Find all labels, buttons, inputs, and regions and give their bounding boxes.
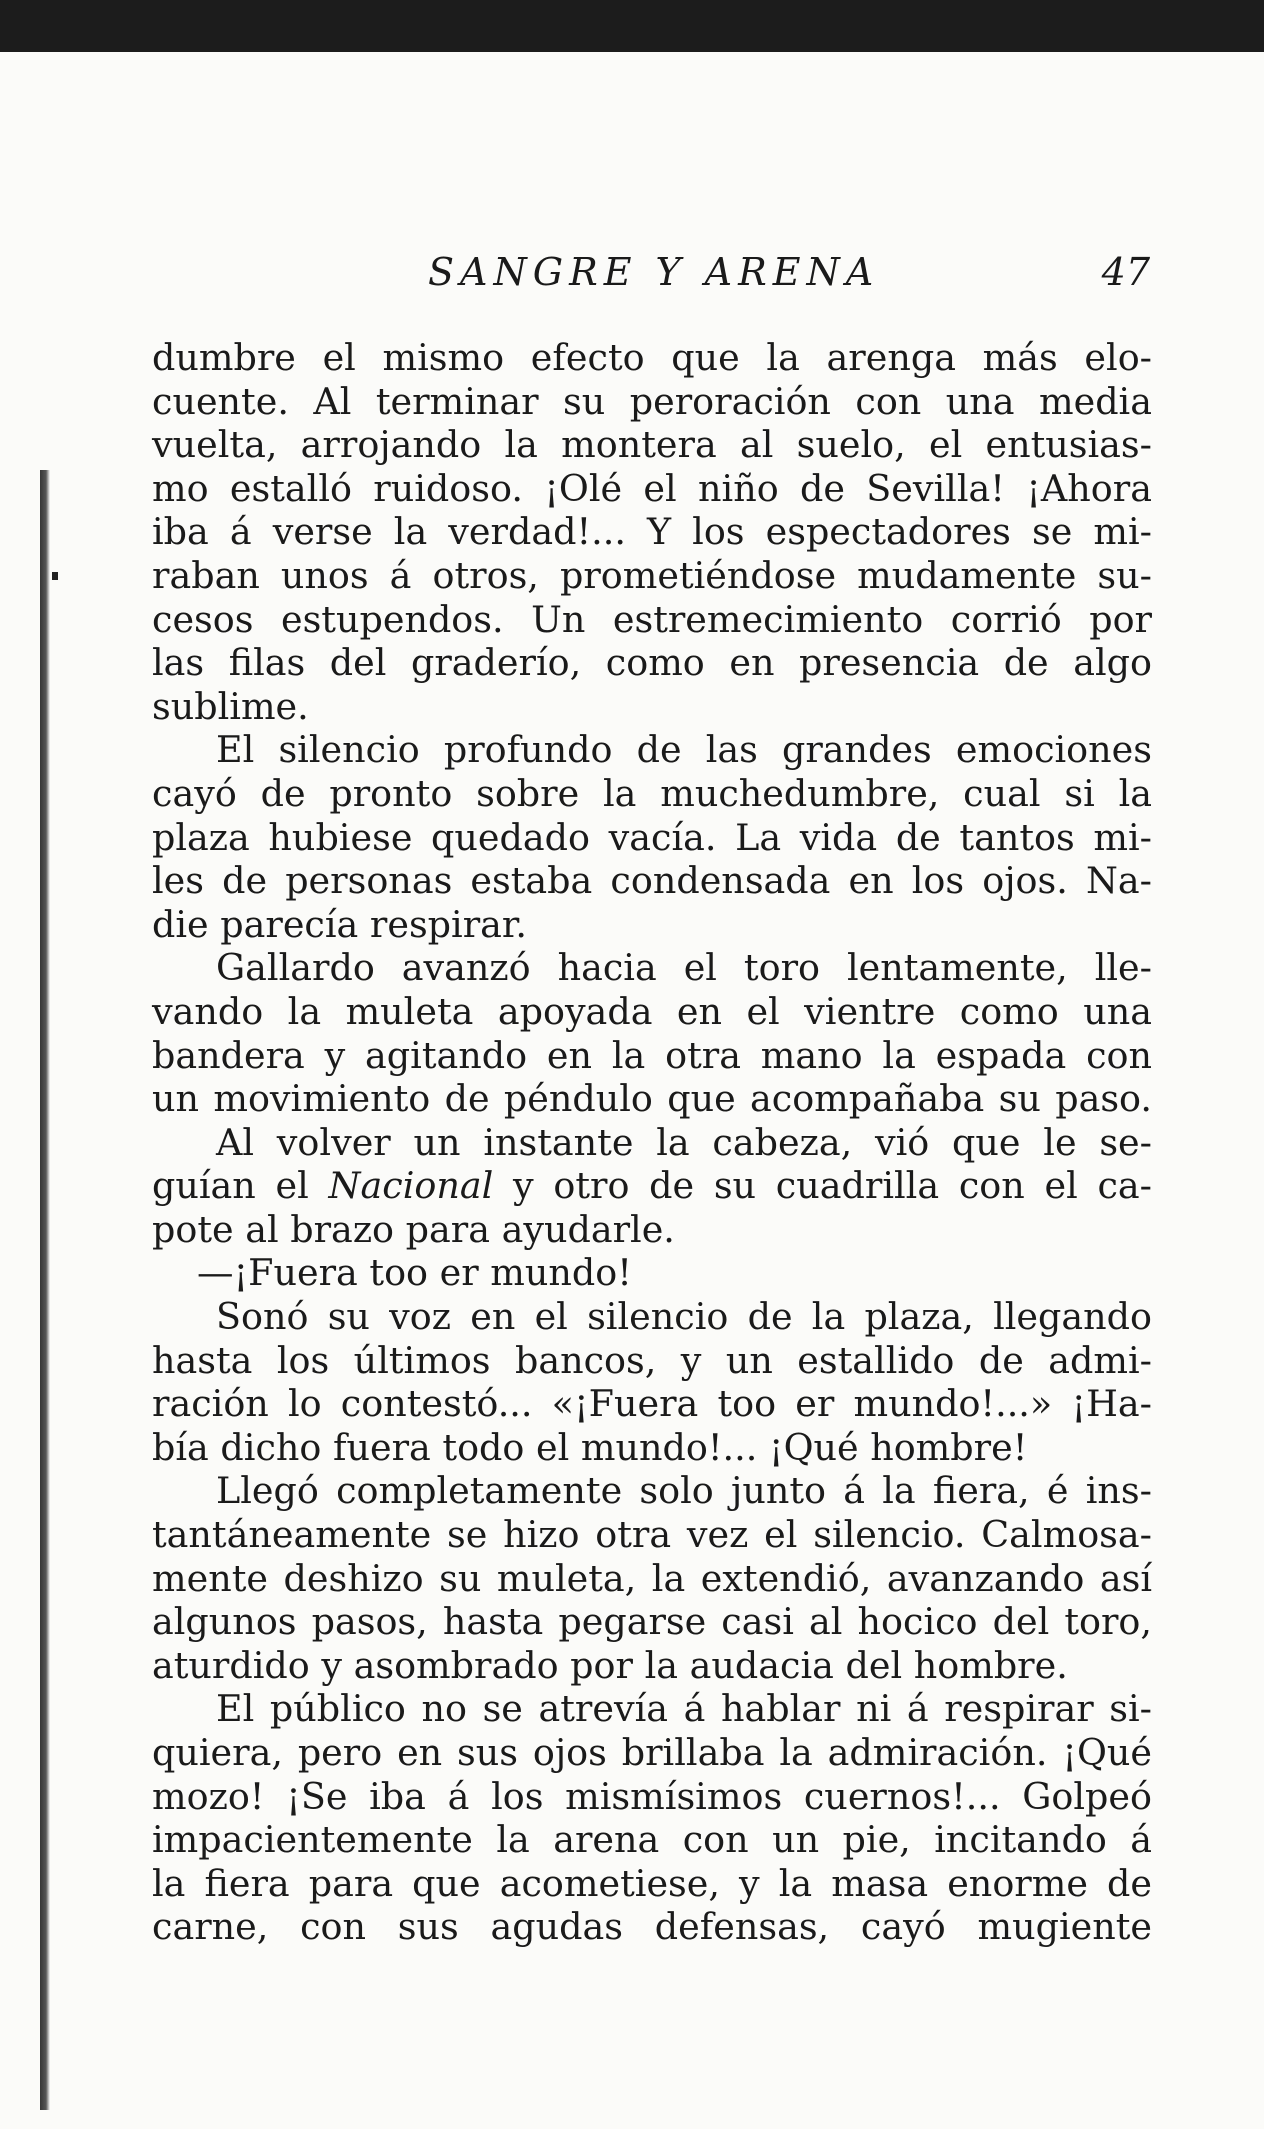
text-line: impacientemente la arena con un pie, incitando á (152, 1818, 1152, 1862)
scan-speck (52, 572, 58, 580)
text-line: quiera, pero en sus ojos brillaba la admiración. ¡Qué (152, 1731, 1152, 1774)
text-line: Sonó su voz en el silencio de la plaza, llegando (216, 1295, 1152, 1339)
text-line (152, 1164, 1152, 1208)
text-line: sublime. (152, 684, 309, 728)
text-line: El silencio profundo de las grandes emociones (216, 728, 1152, 772)
text-line: cayó de pronto sobre la muchedumbre, cual si la (152, 771, 1152, 815)
text-line: las filas del graderío, como en presencia de algo (152, 641, 1152, 685)
italic-name: Nacional (328, 1164, 494, 1208)
scan-top-border (0, 0, 1264, 52)
text-line: aturdido y asombrado por la audacia del hombre. (152, 1643, 1068, 1687)
text-line: mo estalló ruidoso. ¡Olé el niño de Sevilla! ¡Ahora (152, 466, 1152, 510)
text-line: mozo! ¡Se iba á los mismísimos cuernos!... Golpeó (152, 1774, 1152, 1818)
text-line: vando la muleta apoyada en el vientre como una (152, 989, 1152, 1033)
text-line: dumbre el mismo efecto que la arenga más elo- (152, 336, 1152, 379)
text-line: ración lo contestó... «¡Fuera too er mundo!...» ¡Ha- (152, 1382, 1152, 1426)
body-text (152, 336, 1152, 1949)
text-line: un movimiento de péndulo que acompañaba su paso. (152, 1077, 1152, 1121)
text-line: carne, con sus agudas defensas, cayó mugiente (152, 1905, 1152, 1949)
text-fragment: guían el (152, 1164, 309, 1208)
text-line: El público no se atrevía á hablar ni á respirar si- (216, 1687, 1152, 1731)
text-fragment: y otro de su cuadrilla con el ca- (513, 1164, 1152, 1208)
page-number: 47 (1101, 250, 1150, 294)
text-line: la fiera para que acometiese, y la masa enorme de (152, 1861, 1152, 1905)
page-header (150, 250, 1150, 300)
text-line: bía dicho fuera todo el mundo!... ¡Qué hombre! (152, 1425, 1028, 1469)
text-line: Llegó completamente solo junto á la fiera, é ins- (216, 1469, 1152, 1513)
text-line: iba á verse la verdad!... Y los espectadores se mi- (152, 510, 1152, 554)
text-line: die parecía respirar. (152, 902, 527, 946)
dialogue-line: —¡Fuera too er mundo! (197, 1251, 632, 1295)
text-line: vuelta, arrojando la montera al suelo, el entusias- (152, 423, 1152, 467)
text-line: cuente. Al terminar su peroración con una media (152, 379, 1152, 423)
text-line: mente deshizo su muleta, la extendió, avanzando así (152, 1556, 1152, 1600)
text-line: Al volver un instante la cabeza, vió que le se- (216, 1120, 1152, 1164)
text-line: algunos pasos, hasta pegarse casi al hocico del toro, (152, 1600, 1152, 1644)
text-line: tantáneamente se hizo otra vez el silencio. Calmosa- (152, 1513, 1152, 1557)
text-line: plaza hubiese quedado vacía. La vida de tantos mi- (152, 815, 1152, 859)
text-line: bandera y agitando en la otra mano la espada con (152, 1033, 1152, 1077)
text-line: raban unos á otros, prometiéndose mudamente su- (152, 553, 1152, 597)
text-line: hasta los últimos bancos, y un estallido de admi- (152, 1338, 1152, 1382)
text-line: Gallardo avanzó hacia el toro lentamente, lle- (216, 946, 1152, 990)
text-line: les de personas estaba condensada en los ojos. Na- (152, 859, 1152, 903)
text-line: pote al brazo para ayudarle. (152, 1207, 675, 1251)
scan-page-edge-shadow (40, 470, 50, 2110)
text-line: cesos estupendos. Un estremecimiento corrió por (152, 597, 1152, 641)
running-title: SANGRE Y ARENA (428, 250, 880, 294)
